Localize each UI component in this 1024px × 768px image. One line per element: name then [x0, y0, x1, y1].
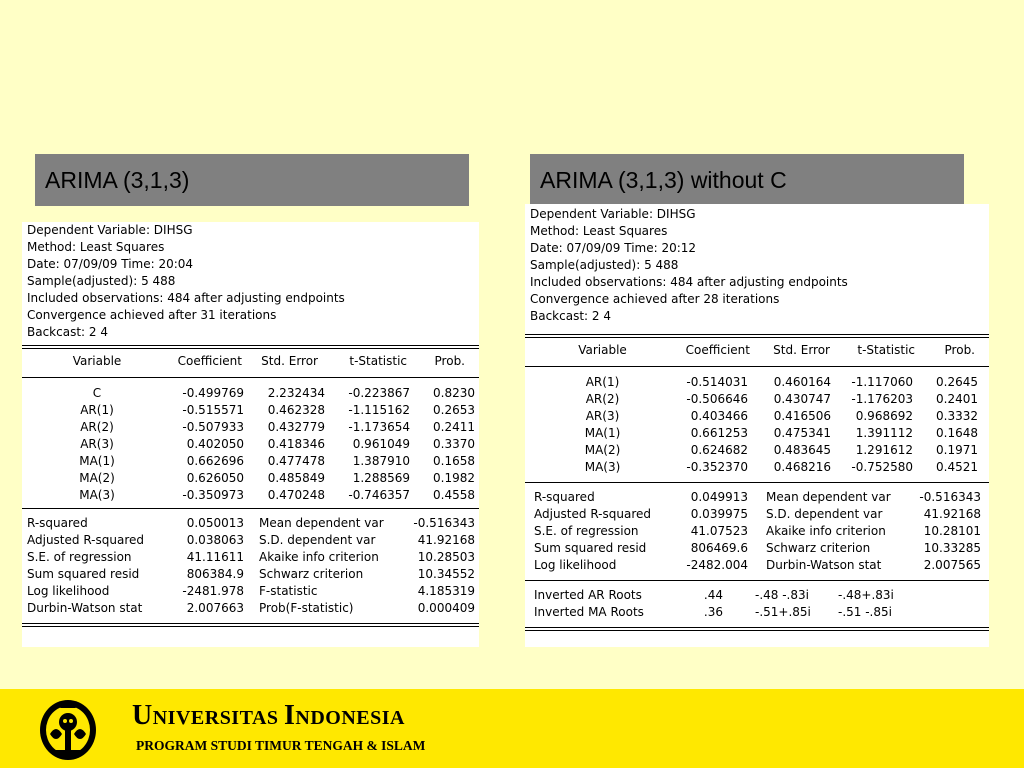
statistic-row: [22, 566, 479, 583]
program-name: PROGRAM STUDI TIMUR TENGAH & ISLAM: [136, 738, 426, 753]
cell: Variable: [72, 354, 122, 368]
cell: Coefficient: [177, 354, 242, 368]
header-line: Sample(adjusted): 5 488: [27, 274, 176, 288]
cell: 0.2645: [936, 375, 978, 389]
statistic-row: [22, 532, 479, 549]
cell: 0.460164: [773, 375, 831, 389]
cell: 0.4521: [936, 460, 978, 474]
cell: AR(3): [585, 409, 620, 423]
cell: Akaike info criterion: [259, 550, 379, 564]
university-name: UNIVERSITAS INDONESIA: [132, 700, 405, 731]
cell: S.D. dependent var: [259, 533, 376, 547]
cell: 0.961049: [352, 437, 410, 451]
cell: -0.499769: [182, 386, 244, 400]
cell: 1.391112: [855, 426, 913, 440]
cell: 1.387910: [352, 454, 410, 468]
cell: AR(3): [80, 437, 114, 451]
right-inverted-roots: [525, 587, 989, 621]
cell: 2.232434: [267, 386, 325, 400]
cell: -0.352370: [686, 460, 748, 474]
statistic-row: [22, 583, 479, 600]
cell: F-statistic: [259, 584, 318, 598]
statistic-row: [525, 489, 989, 506]
cell: R-squared: [534, 490, 595, 504]
statistic-row: [22, 600, 479, 617]
header-line: Sample(adjusted): 5 488: [530, 258, 679, 272]
header-line: Convergence achieved after 28 iterations: [530, 292, 780, 306]
cell: 0.432779: [267, 420, 325, 434]
cell: Inverted MA Roots: [534, 605, 644, 619]
cell: 806384.9: [186, 567, 244, 581]
statistic-row: [525, 557, 989, 574]
cell: -1.115162: [348, 403, 410, 417]
cell: -1.117060: [851, 375, 913, 389]
cell: MA(3): [79, 488, 115, 502]
roots-row: [525, 587, 989, 604]
divider: [525, 627, 989, 631]
coefficient-row: [525, 408, 989, 425]
statistic-row: [525, 523, 989, 540]
cell: 1.288569: [352, 471, 410, 485]
cell: 0.483645: [773, 443, 831, 457]
cell: 0.475341: [773, 426, 831, 440]
cell: 0.3370: [433, 437, 475, 451]
cell: Mean dependent var: [259, 516, 384, 530]
right-statistics: [525, 489, 989, 574]
cell: 0.477478: [267, 454, 325, 468]
cell: 2.007565: [923, 558, 981, 572]
cell: 0.470248: [267, 488, 325, 502]
cell: MA(1): [79, 454, 115, 468]
cell: 41.07523: [690, 524, 748, 538]
cell: Prob(F-statistic): [259, 601, 354, 615]
cell: MA(2): [79, 471, 115, 485]
cell: 10.28503: [417, 550, 475, 564]
cell: t-Statistic: [349, 354, 407, 368]
left-statistics: [22, 515, 479, 617]
cell: 41.92168: [417, 533, 475, 547]
coefficient-row: [525, 459, 989, 476]
cell: 0.4558: [433, 488, 475, 502]
cell: 0.8230: [433, 386, 475, 400]
cell: 0.416506: [773, 409, 831, 423]
cell: -0.507933: [182, 420, 244, 434]
cell: Sum squared resid: [534, 541, 647, 555]
cell: 0.468216: [773, 460, 831, 474]
cell: 0.2411: [433, 420, 475, 434]
cell: -.51+.85i: [755, 605, 811, 619]
cell: Sum squared resid: [27, 567, 140, 581]
right-panel-title: ARIMA (3,1,3) without C: [530, 154, 964, 206]
cell: Log likelihood: [27, 584, 110, 598]
left-column-header: [22, 349, 479, 373]
right-regression-output: [525, 204, 989, 647]
cell: Mean dependent var: [766, 490, 891, 504]
header-line: Dependent Variable: DIHSG: [530, 207, 696, 221]
cell: 10.34552: [417, 567, 475, 581]
cell: 0.039975: [690, 507, 748, 521]
cell: Prob.: [944, 343, 975, 357]
cell: Log likelihood: [534, 558, 617, 572]
left-panel-title: ARIMA (3,1,3): [35, 154, 469, 206]
cell: 0.1982: [433, 471, 475, 485]
cell: -2481.978: [182, 584, 244, 598]
left-header-block: [22, 222, 479, 341]
cell: -0.506646: [686, 392, 748, 406]
cell: 10.33285: [923, 541, 981, 555]
right-column-header: [525, 338, 989, 362]
coefficient-row: [22, 470, 479, 487]
left-coefficients: [22, 385, 479, 504]
cell: 10.28101: [923, 524, 981, 538]
statistic-row: [22, 515, 479, 532]
cell: Durbin-Watson stat: [766, 558, 882, 572]
cell: S.E. of regression: [27, 550, 132, 564]
cell: 0.485849: [267, 471, 325, 485]
cell: 0.3332: [936, 409, 978, 423]
coefficient-row: [22, 436, 479, 453]
cell: -0.746357: [348, 488, 410, 502]
header-line: Included observations: 484 after adjusting endpoints: [530, 275, 848, 289]
cell: 0.1658: [433, 454, 475, 468]
cell: -1.173654: [348, 420, 410, 434]
makara-logo-icon: [36, 694, 100, 762]
coefficient-row: [22, 402, 479, 419]
cell: 0.418346: [267, 437, 325, 451]
cell: 0.2653: [433, 403, 475, 417]
coefficient-row: [525, 425, 989, 442]
header-line: Date: 07/09/09 Time: 20:12: [530, 241, 697, 255]
cell: 41.92168: [923, 507, 981, 521]
cell: MA(3): [584, 460, 621, 474]
cell: 0.430747: [773, 392, 831, 406]
cell: Adjusted R-squared: [27, 533, 145, 547]
cell: .44: [703, 588, 723, 602]
cell: AR(1): [585, 375, 620, 389]
cell: AR(2): [585, 392, 620, 406]
cell: 806469.6: [690, 541, 748, 555]
coefficient-row: [22, 487, 479, 504]
cell: 0.624682: [690, 443, 748, 457]
cell: 0.402050: [186, 437, 244, 451]
cell: AR(2): [80, 420, 114, 434]
cell: 0.662696: [186, 454, 244, 468]
cell: 1.291612: [855, 443, 913, 457]
right-header-block: [525, 204, 989, 325]
right-coefficients: [525, 374, 989, 476]
cell: Durbin-Watson stat: [27, 601, 143, 615]
cell: Schwarz criterion: [766, 541, 871, 555]
cell: 0.1648: [936, 426, 978, 440]
header-line: Backcast: 2 4: [27, 325, 108, 339]
cell: 0.403466: [690, 409, 748, 423]
cell: 0.049913: [690, 490, 748, 504]
cell: -.48+.83i: [838, 588, 894, 602]
column-header-row: [22, 349, 479, 373]
cell: 0.038063: [186, 533, 244, 547]
header-line: Backcast: 2 4: [530, 309, 611, 323]
cell: Adjusted R-squared: [534, 507, 652, 521]
cell: -1.176203: [851, 392, 913, 406]
header-line: Dependent Variable: DIHSG: [27, 223, 193, 237]
divider: [22, 623, 479, 627]
header-line: Date: 07/09/09 Time: 20:04: [27, 257, 194, 271]
cell: -0.516343: [919, 490, 981, 504]
cell: 0.2401: [936, 392, 978, 406]
cell: Std. Error: [261, 354, 318, 368]
cell: R-squared: [27, 516, 88, 530]
header-line: Method: Least Squares: [27, 240, 165, 254]
cell: Akaike info criterion: [766, 524, 886, 538]
cell: AR(1): [80, 403, 114, 417]
coefficient-row: [22, 453, 479, 470]
column-header-row: [525, 338, 989, 362]
cell: C: [92, 386, 102, 400]
cell: -.48 -.83i: [755, 588, 809, 602]
coefficient-row: [22, 419, 479, 436]
cell: Schwarz criterion: [259, 567, 364, 581]
header-line: Included observations: 484 after adjusting endpoints: [27, 291, 345, 305]
cell: S.D. dependent var: [766, 507, 883, 521]
cell: 4.185319: [417, 584, 475, 598]
coefficient-row: [525, 374, 989, 391]
cell: S.E. of regression: [534, 524, 639, 538]
cell: -0.752580: [851, 460, 913, 474]
cell: 0.1971: [936, 443, 978, 457]
cell: 0.626050: [186, 471, 244, 485]
cell: Prob.: [434, 354, 465, 368]
cell: -2482.004: [686, 558, 748, 572]
header-line: Method: Least Squares: [530, 224, 668, 238]
statistic-row: [525, 540, 989, 557]
coefficient-row: [22, 385, 479, 402]
cell: Inverted AR Roots: [534, 588, 642, 602]
cell: 0.000409: [417, 601, 475, 615]
cell: 2.007663: [186, 601, 244, 615]
cell: -0.350973: [182, 488, 244, 502]
statistic-row: [22, 549, 479, 566]
cell: 41.11611: [186, 550, 244, 564]
coefficient-row: [525, 391, 989, 408]
cell: -0.516343: [413, 516, 475, 530]
cell: 0.968692: [855, 409, 913, 423]
roots-row: [525, 604, 989, 621]
cell: -0.515571: [182, 403, 244, 417]
cell: MA(2): [584, 443, 621, 457]
cell: Coefficient: [685, 343, 750, 357]
cell: 0.462328: [267, 403, 325, 417]
coefficient-row: [525, 442, 989, 459]
cell: Std. Error: [773, 343, 830, 357]
cell: Variable: [578, 343, 627, 357]
left-regression-output: [22, 222, 479, 647]
cell: 0.050013: [186, 516, 244, 530]
cell: -0.223867: [348, 386, 410, 400]
statistic-row: [525, 506, 989, 523]
cell: MA(1): [584, 426, 621, 440]
cell: 0.661253: [690, 426, 748, 440]
cell: -.51 -.85i: [838, 605, 892, 619]
cell: t-Statistic: [857, 343, 915, 357]
cell: -0.514031: [686, 375, 748, 389]
cell: .36: [703, 605, 723, 619]
header-line: Convergence achieved after 31 iterations: [27, 308, 277, 322]
